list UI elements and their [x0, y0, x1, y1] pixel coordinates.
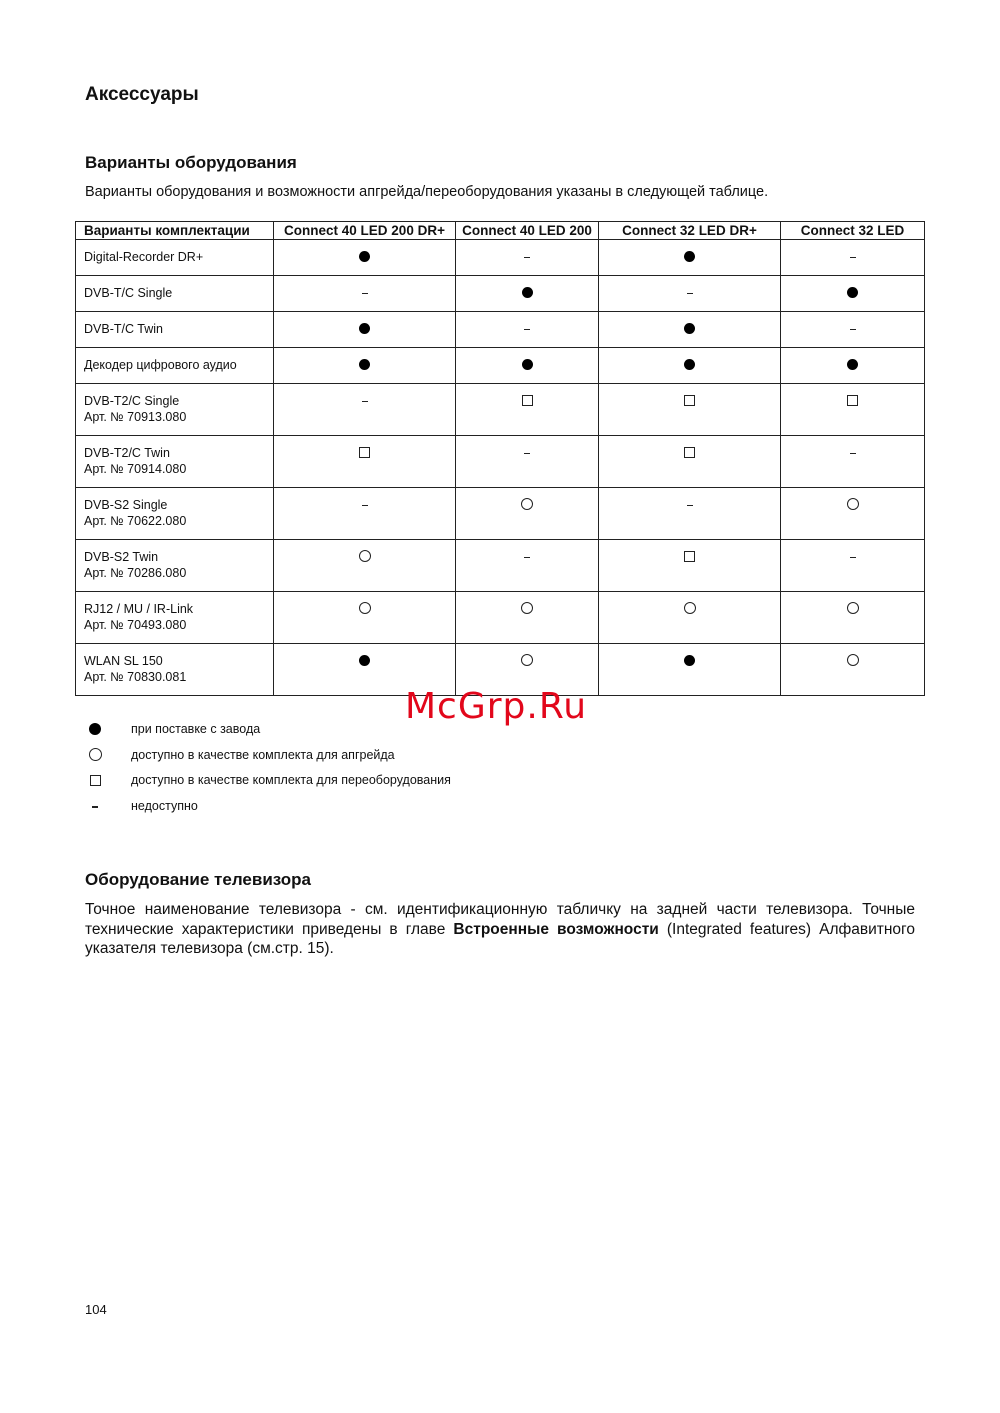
table-cell-availability — [599, 384, 781, 436]
legend-text: недоступно — [131, 798, 198, 813]
dash-icon — [524, 329, 530, 330]
filled-circle-icon — [847, 359, 858, 370]
empty-circle-icon — [847, 602, 859, 614]
table-cell-availability — [599, 540, 781, 592]
table-header: Connect 40 LED 200 DR+ — [274, 222, 456, 240]
table-cell-availability — [274, 312, 456, 348]
table-cell-availability — [599, 312, 781, 348]
component-name: DVB-T/C Twin — [84, 322, 163, 336]
table-cell-availability — [599, 592, 781, 644]
paragraph-text: Точное наименование телевизора - см. идентификационную табличку на задней части телевизора. Точные технические характеристики приведены в главе — [85, 901, 915, 938]
section-intro: Варианты оборудования и возможности апгрейда/переоборудования указаны в следующей таблице. — [85, 184, 769, 200]
filled-circle-icon — [522, 287, 533, 298]
table-cell-availability — [599, 644, 781, 696]
table-cell-availability — [456, 540, 599, 592]
table-cell-availability — [599, 436, 781, 488]
table-cell-availability — [456, 276, 599, 312]
article-number: Арт. № 70493.080 — [84, 618, 187, 632]
article-number: Арт. № 70913.080 — [84, 410, 187, 424]
page-title: Аксессуары — [85, 84, 199, 105]
empty-circle-icon — [521, 654, 533, 666]
component-name: Декодер цифрового аудио — [84, 358, 237, 372]
table-row — [76, 348, 925, 384]
table-cell-availability — [781, 592, 925, 644]
article-number: Арт. № 70622.080 — [84, 514, 187, 528]
dash-icon — [524, 557, 530, 558]
legend-symbol — [88, 799, 102, 817]
table-cell-availability — [274, 436, 456, 488]
table-row-label — [76, 436, 274, 488]
component-name: DVB-T2/C Single — [84, 394, 180, 408]
legend-text: доступно в качестве комплекта для апгрейда — [131, 747, 395, 762]
table-cell-availability — [274, 384, 456, 436]
table-row-label — [76, 348, 274, 384]
dash-icon — [687, 505, 693, 506]
legend-symbol — [88, 773, 102, 791]
table-row-label — [76, 592, 274, 644]
table-row — [76, 540, 925, 592]
filled-circle-icon — [359, 359, 370, 370]
component-name: RJ12 / MU / IR-Link — [84, 602, 194, 616]
table-row — [76, 240, 925, 276]
dash-icon — [850, 257, 856, 258]
paragraph-text: (Integrated features) Алфавитного указателя телевизора (см.стр. 15). — [85, 920, 915, 957]
table-header: Connect 32 LED DR+ — [599, 222, 781, 240]
legend-symbol — [88, 748, 102, 766]
dash-icon — [524, 453, 530, 454]
tv-equipment-paragraph — [85, 900, 915, 959]
paragraph-bold-link: Встроенные возможности — [453, 920, 659, 938]
dash-icon — [850, 557, 856, 558]
legend-symbol — [88, 722, 102, 740]
empty-square-icon — [359, 447, 370, 458]
dash-icon — [524, 257, 530, 258]
component-name: DVB-S2 Twin — [84, 550, 159, 564]
section-title-tv-equipment: Оборудование телевизора — [85, 870, 312, 889]
table-cell-availability — [599, 348, 781, 384]
table-cell-availability — [274, 276, 456, 312]
article-number: Арт. № 70286.080 — [84, 566, 187, 580]
table-cell-availability — [274, 540, 456, 592]
filled-circle-icon — [684, 323, 695, 334]
table-row — [76, 488, 925, 540]
filled-circle-icon — [684, 655, 695, 666]
filled-circle-icon — [359, 251, 370, 262]
component-name: Digital-Recorder DR+ — [84, 250, 204, 264]
table-cell-availability — [781, 436, 925, 488]
table-row — [76, 436, 925, 488]
component-name: WLAN SL 150 — [84, 654, 163, 668]
table-cell-availability — [456, 348, 599, 384]
equipment-table — [75, 221, 925, 696]
table-cell-availability — [599, 488, 781, 540]
dash-icon — [687, 293, 693, 294]
filled-circle-icon — [684, 251, 695, 262]
legend-text: при поставке с завода — [131, 722, 261, 736]
table-header: Connect 32 LED — [781, 222, 925, 240]
dash-icon — [92, 806, 98, 807]
watermark: McGrp.Ru — [405, 686, 588, 727]
filled-circle-icon — [684, 359, 695, 370]
table-cell-availability — [781, 276, 925, 312]
filled-circle-icon — [359, 655, 370, 666]
table-row — [76, 276, 925, 312]
table-header: Варианты комплектации — [76, 222, 274, 240]
table-header-row — [76, 222, 925, 240]
table-row — [76, 384, 925, 436]
filled-circle-icon — [89, 723, 101, 735]
table-row — [76, 592, 925, 644]
dash-icon — [362, 505, 368, 506]
empty-circle-icon — [684, 602, 696, 614]
table-cell-availability — [274, 348, 456, 384]
empty-square-icon — [684, 395, 695, 406]
table-row-label — [76, 644, 274, 696]
empty-circle-icon — [847, 498, 859, 510]
table-cell-availability — [781, 540, 925, 592]
dash-icon — [850, 453, 856, 454]
table-cell-availability — [781, 488, 925, 540]
legend-text: доступно в качестве комплекта для переоборудования — [131, 773, 451, 787]
empty-square-icon — [684, 447, 695, 458]
dash-icon — [362, 293, 368, 294]
table-cell-availability — [274, 488, 456, 540]
empty-circle-icon — [359, 550, 371, 562]
empty-square-icon — [684, 551, 695, 562]
table-cell-availability — [456, 384, 599, 436]
empty-circle-icon — [847, 654, 859, 666]
table-cell-availability — [781, 312, 925, 348]
table-cell-availability — [456, 488, 599, 540]
table-row-label — [76, 312, 274, 348]
table-row-label — [76, 540, 274, 592]
table-row-label — [76, 276, 274, 312]
table-cell-availability — [456, 592, 599, 644]
filled-circle-icon — [359, 323, 370, 334]
table-cell-availability — [599, 276, 781, 312]
table-cell-availability — [781, 644, 925, 696]
empty-square-icon — [522, 395, 533, 406]
table-cell-availability — [781, 348, 925, 384]
table-cell-availability — [456, 436, 599, 488]
table-row — [76, 312, 925, 348]
article-number: Арт. № 70830.081 — [84, 670, 187, 684]
empty-square-icon — [90, 775, 101, 786]
table-cell-availability — [456, 240, 599, 276]
section-title-equipment-variants: Варианты оборудования — [85, 153, 297, 172]
empty-circle-icon — [89, 748, 102, 761]
table-cell-availability — [781, 240, 925, 276]
table-row-label — [76, 384, 274, 436]
table-cell-availability — [456, 312, 599, 348]
table-row-label — [76, 240, 274, 276]
component-name: DVB-S2 Single — [84, 498, 168, 512]
table-cell-availability — [599, 240, 781, 276]
dash-icon — [850, 329, 856, 330]
dash-icon — [362, 401, 368, 402]
table-cell-availability — [781, 384, 925, 436]
table-body — [76, 240, 925, 696]
table-row-label — [76, 488, 274, 540]
empty-square-icon — [847, 395, 858, 406]
article-number: Арт. № 70914.080 — [84, 462, 187, 476]
page-number: 104 — [85, 1302, 107, 1317]
filled-circle-icon — [522, 359, 533, 370]
filled-circle-icon — [847, 287, 858, 298]
table-header: Connect 40 LED 200 — [456, 222, 599, 240]
table-cell-availability — [274, 240, 456, 276]
component-name: DVB-T2/C Twin — [84, 446, 170, 460]
component-name: DVB-T/C Single — [84, 286, 173, 300]
table-cell-availability — [274, 592, 456, 644]
empty-circle-icon — [359, 602, 371, 614]
empty-circle-icon — [521, 602, 533, 614]
empty-circle-icon — [521, 498, 533, 510]
